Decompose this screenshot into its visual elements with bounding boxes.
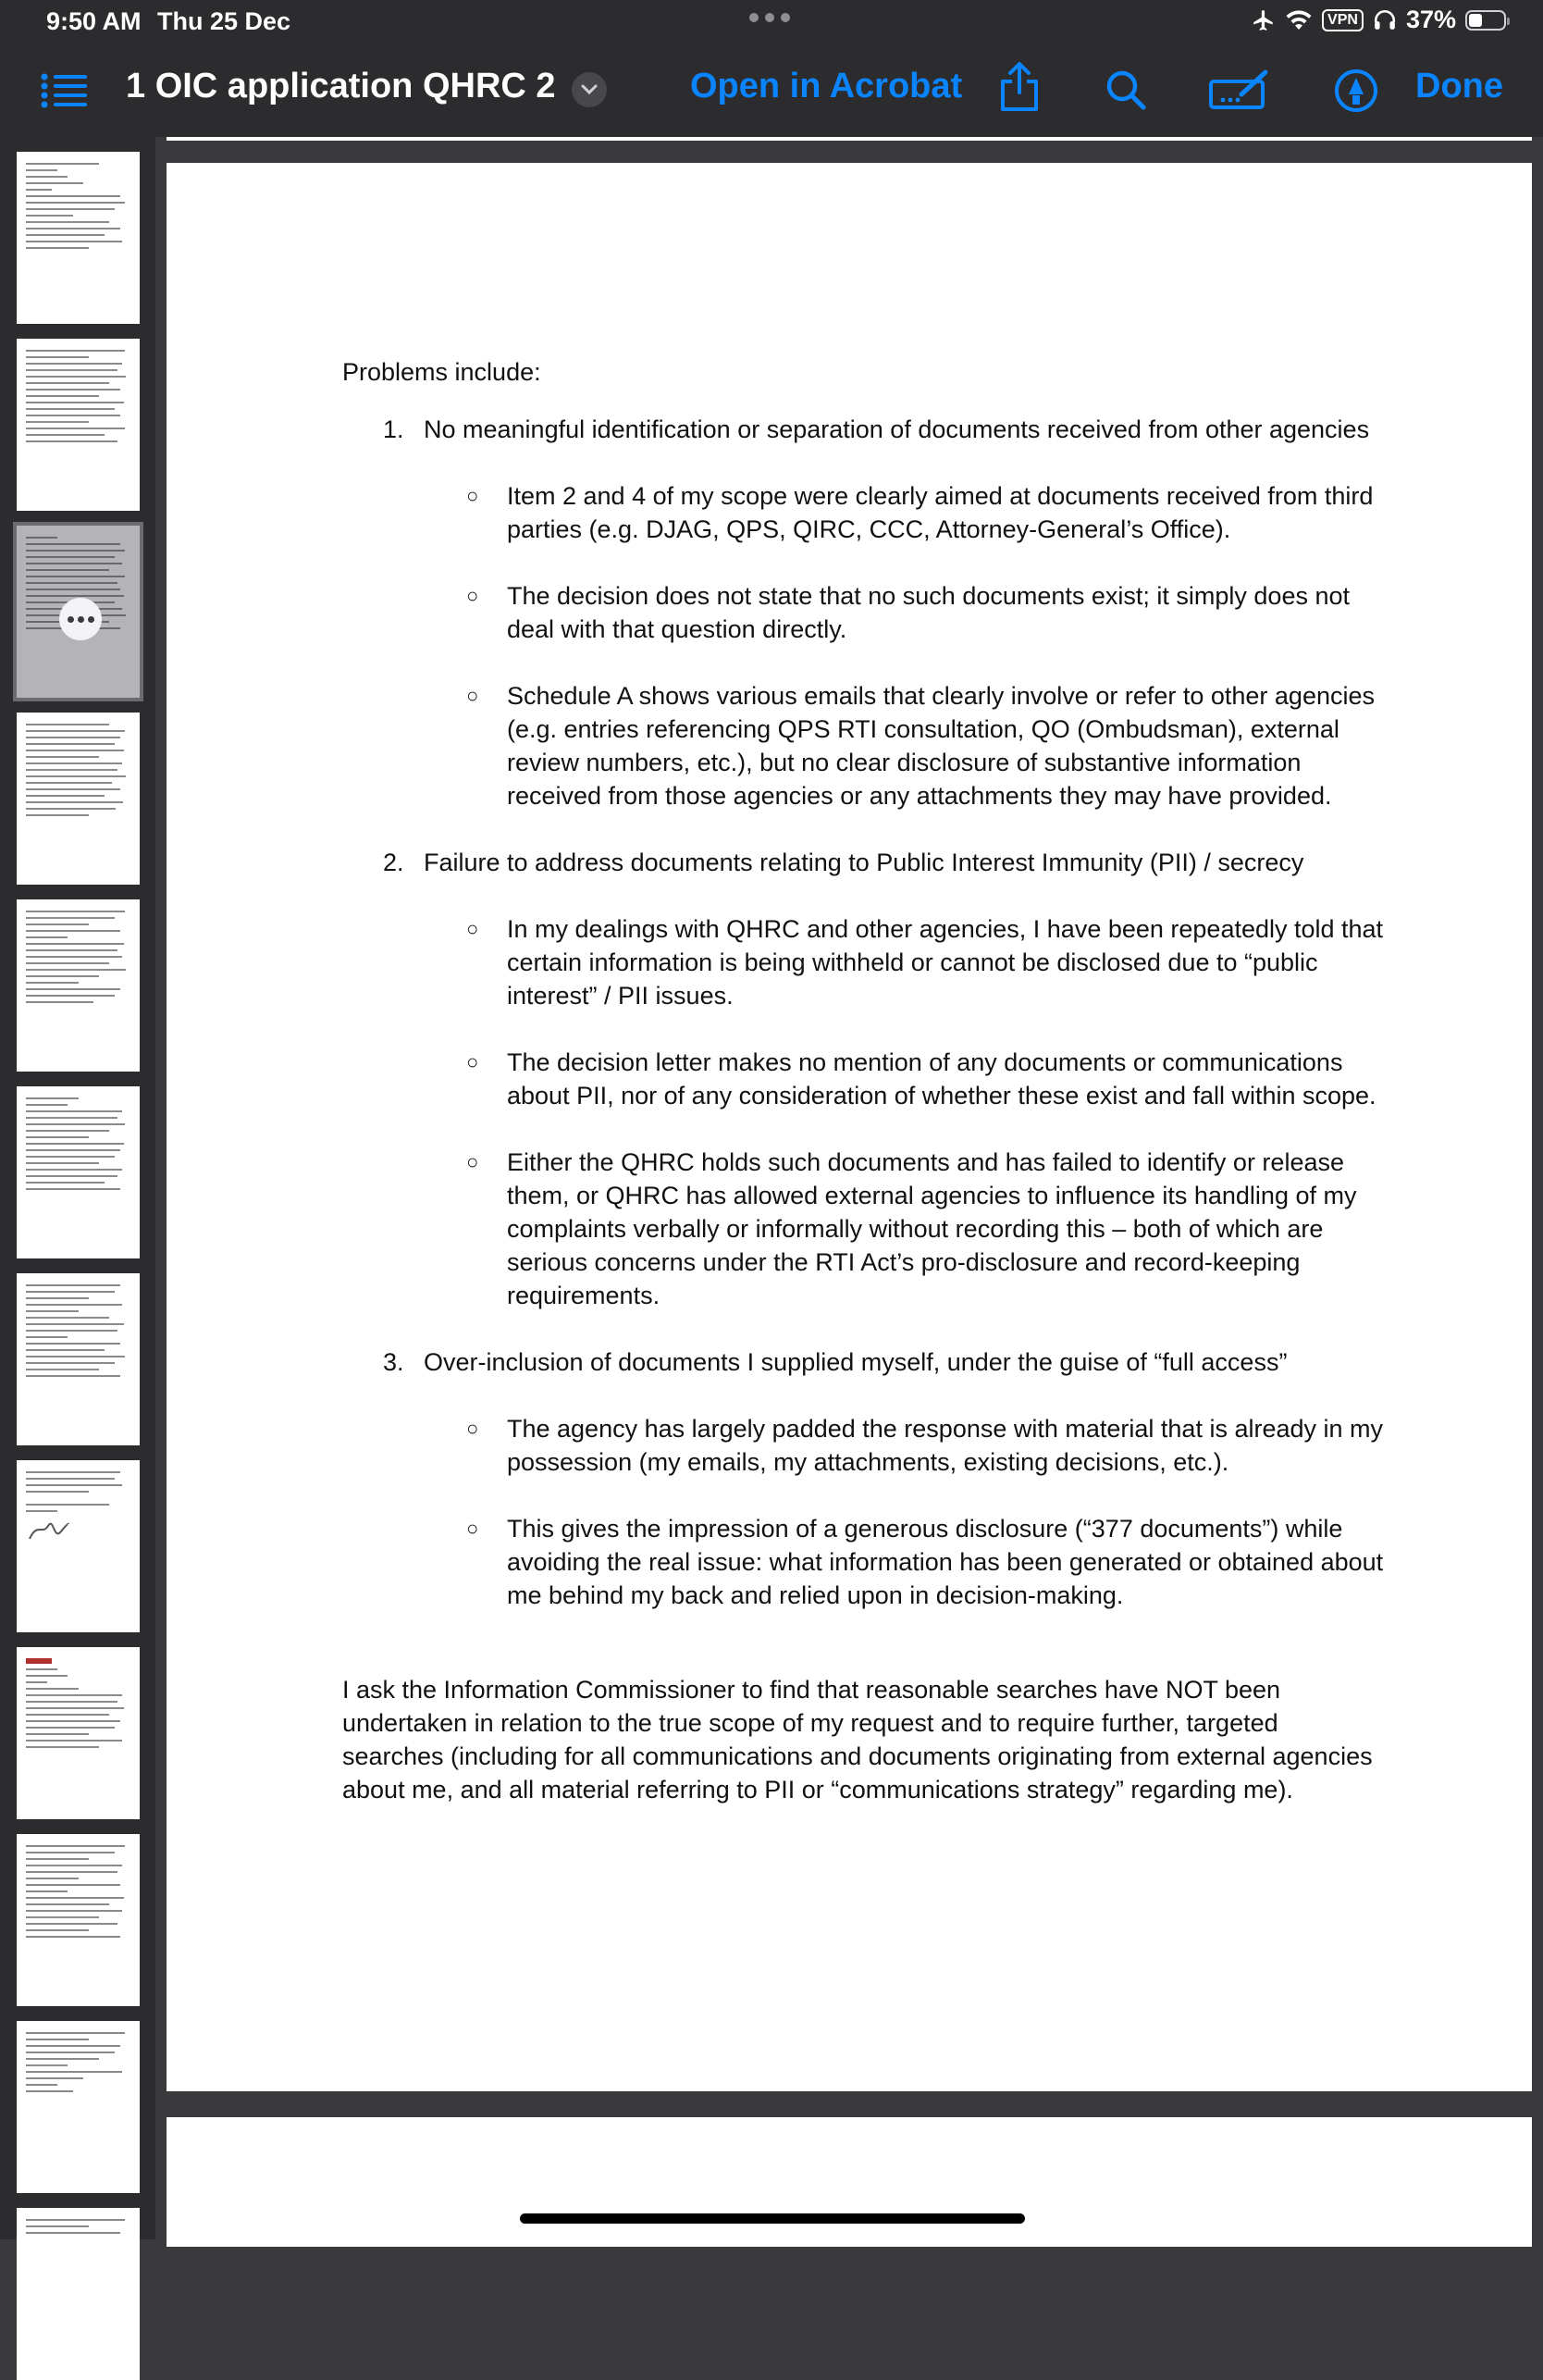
bullet-item [466, 1146, 1384, 1312]
item-number: 2. [383, 849, 404, 876]
page-thumbnail-3-current[interactable] [17, 526, 140, 698]
bullet-text: Schedule A shows various emails that clearly involve or refer to other agencies (e.g. entries referencing QPS RTI consultation, QO (Ombudsman), external review numbers, etc.), but no clear disclosure of substantive information received from those agencies or any attachments they may have provided. [507, 682, 1375, 810]
bullet-item [466, 1512, 1384, 1612]
page-thumbnail-2[interactable] [17, 339, 140, 511]
circle-bullet-icon: ○ [466, 1517, 479, 1540]
document-page [167, 163, 1532, 2091]
top-bar [0, 0, 1543, 137]
page-thumbnail-4[interactable] [17, 713, 140, 885]
bullet-text: The agency has largely padded the response with material that is already in my possession (my emails, my attachments, existing decisions, etc.). [507, 1415, 1384, 1476]
item-heading: Over-inclusion of documents I supplied myself, under the guise of “full access” [424, 1348, 1288, 1376]
wifi-icon [1285, 9, 1313, 31]
headphones-icon [1373, 8, 1397, 32]
item-heading: No meaningful identification or separation of documents received from other agencies [424, 415, 1370, 443]
done-button[interactable]: Done [1415, 67, 1503, 105]
page-thumbnail-11[interactable] [17, 2021, 140, 2193]
circle-bullet-icon: ○ [466, 1150, 479, 1173]
bullet-item [466, 912, 1384, 1012]
bullet-text: Either the QHRC holds such documents and has failed to identify or release them, or QHRC has allowed external agencies to influence its handling of my complaints verbally or informally without recording this – both of which are serious concerns under the RTI Act’s pro-disclosure and record-keeping requirements. [507, 1148, 1357, 1309]
list-icon[interactable] [41, 72, 89, 109]
open-in-acrobat-button[interactable]: Open in Acrobat [690, 67, 963, 105]
closing-paragraph: I ask the Information Commissioner to find that reasonable searches have NOT been undertaken in relation to the true scope of my request and to require further, targeted searches (including for all communications and documents originating from external agencies about me, and all material referring to PII or “communications strategy” regarding me). [342, 1676, 1373, 1804]
more-options-icon[interactable] [59, 598, 102, 640]
chevron-down-icon [580, 83, 599, 96]
page-thumbnails-sidebar[interactable] [0, 137, 155, 2239]
bullet-item [466, 1412, 1384, 1479]
status-indicators [1252, 6, 1506, 34]
markup-icon[interactable] [1208, 68, 1269, 111]
item-number: 1. [383, 415, 404, 443]
page-thumbnail-12[interactable] [17, 2208, 140, 2380]
airplane-icon [1252, 8, 1276, 32]
share-icon[interactable] [997, 61, 1042, 113]
page-thumbnail-6[interactable] [17, 1086, 140, 1258]
previous-page-edge [167, 137, 1532, 141]
page-thumbnail-5[interactable] [17, 899, 140, 1072]
item-number: 3. [383, 1348, 404, 1376]
bullet-text: Item 2 and 4 of my scope were clearly aimed at documents received from third parties (e.g. DJAG, QPS, QIRC, CCC, Attorney-General’s Office). [507, 482, 1374, 543]
numbered-item-2 [383, 846, 1384, 879]
bullet-item [466, 1046, 1384, 1112]
numbered-item-1 [383, 413, 1384, 446]
annotate-pen-icon[interactable] [1334, 68, 1378, 113]
bullet-text: This gives the impression of a generous disclosure (“377 documents”) while avoiding the real issue: what information has been generated or obtained about me behind my back and relied upon in decision-making. [507, 1515, 1384, 1609]
item-heading: Failure to address documents relating to Public Interest Immunity (PII) / secrecy [424, 849, 1304, 876]
bullet-text: The decision letter makes no mention of any documents or communications about PII, nor of any consideration of whether these exist and fall within scope. [507, 1048, 1376, 1109]
status-time: 9:50 AM [46, 7, 142, 35]
bullet-text: The decision does not state that no such documents exist; it simply does not deal with that question directly. [507, 582, 1350, 643]
problems-intro: Problems include: [342, 358, 541, 386]
circle-bullet-icon: ○ [466, 584, 479, 607]
circle-bullet-icon: ○ [466, 917, 479, 940]
bullet-item [466, 679, 1384, 812]
page-thumbnail-9[interactable] [17, 1647, 140, 1819]
bullet-text: In my dealings with QHRC and other agencies, I have been repeatedly told that certain information is being withheld or cannot be disclosed due to “public interest” / PII issues. [507, 915, 1384, 1010]
page-thumbnail-10[interactable] [17, 1834, 140, 2006]
circle-bullet-icon: ○ [466, 484, 479, 507]
vpn-badge: VPN [1322, 9, 1364, 31]
next-page-preview [167, 2117, 1532, 2247]
battery-icon [1465, 10, 1506, 31]
multitasking-dots-icon[interactable] [749, 13, 790, 22]
title-menu-button[interactable] [572, 72, 607, 107]
search-icon[interactable] [1105, 68, 1147, 111]
page-thumbnail-8[interactable] [17, 1460, 140, 1632]
circle-bullet-icon: ○ [466, 1050, 479, 1073]
page-thumbnail-7[interactable] [17, 1273, 140, 1445]
bullet-item [466, 479, 1384, 546]
document-title[interactable]: 1 OIC application QHRC 2 [126, 67, 556, 105]
status-date: Thu 25 Dec [157, 7, 291, 35]
home-indicator[interactable] [520, 2213, 1025, 2224]
circle-bullet-icon: ○ [466, 1417, 479, 1440]
circle-bullet-icon: ○ [466, 684, 479, 707]
signature-icon [26, 1517, 72, 1544]
battery-percent: 37% [1405, 6, 1456, 33]
document-viewer[interactable] [155, 137, 1543, 2239]
bullet-item [466, 579, 1384, 646]
page-thumbnail-1[interactable] [17, 152, 140, 324]
numbered-item-3 [383, 1345, 1384, 1379]
